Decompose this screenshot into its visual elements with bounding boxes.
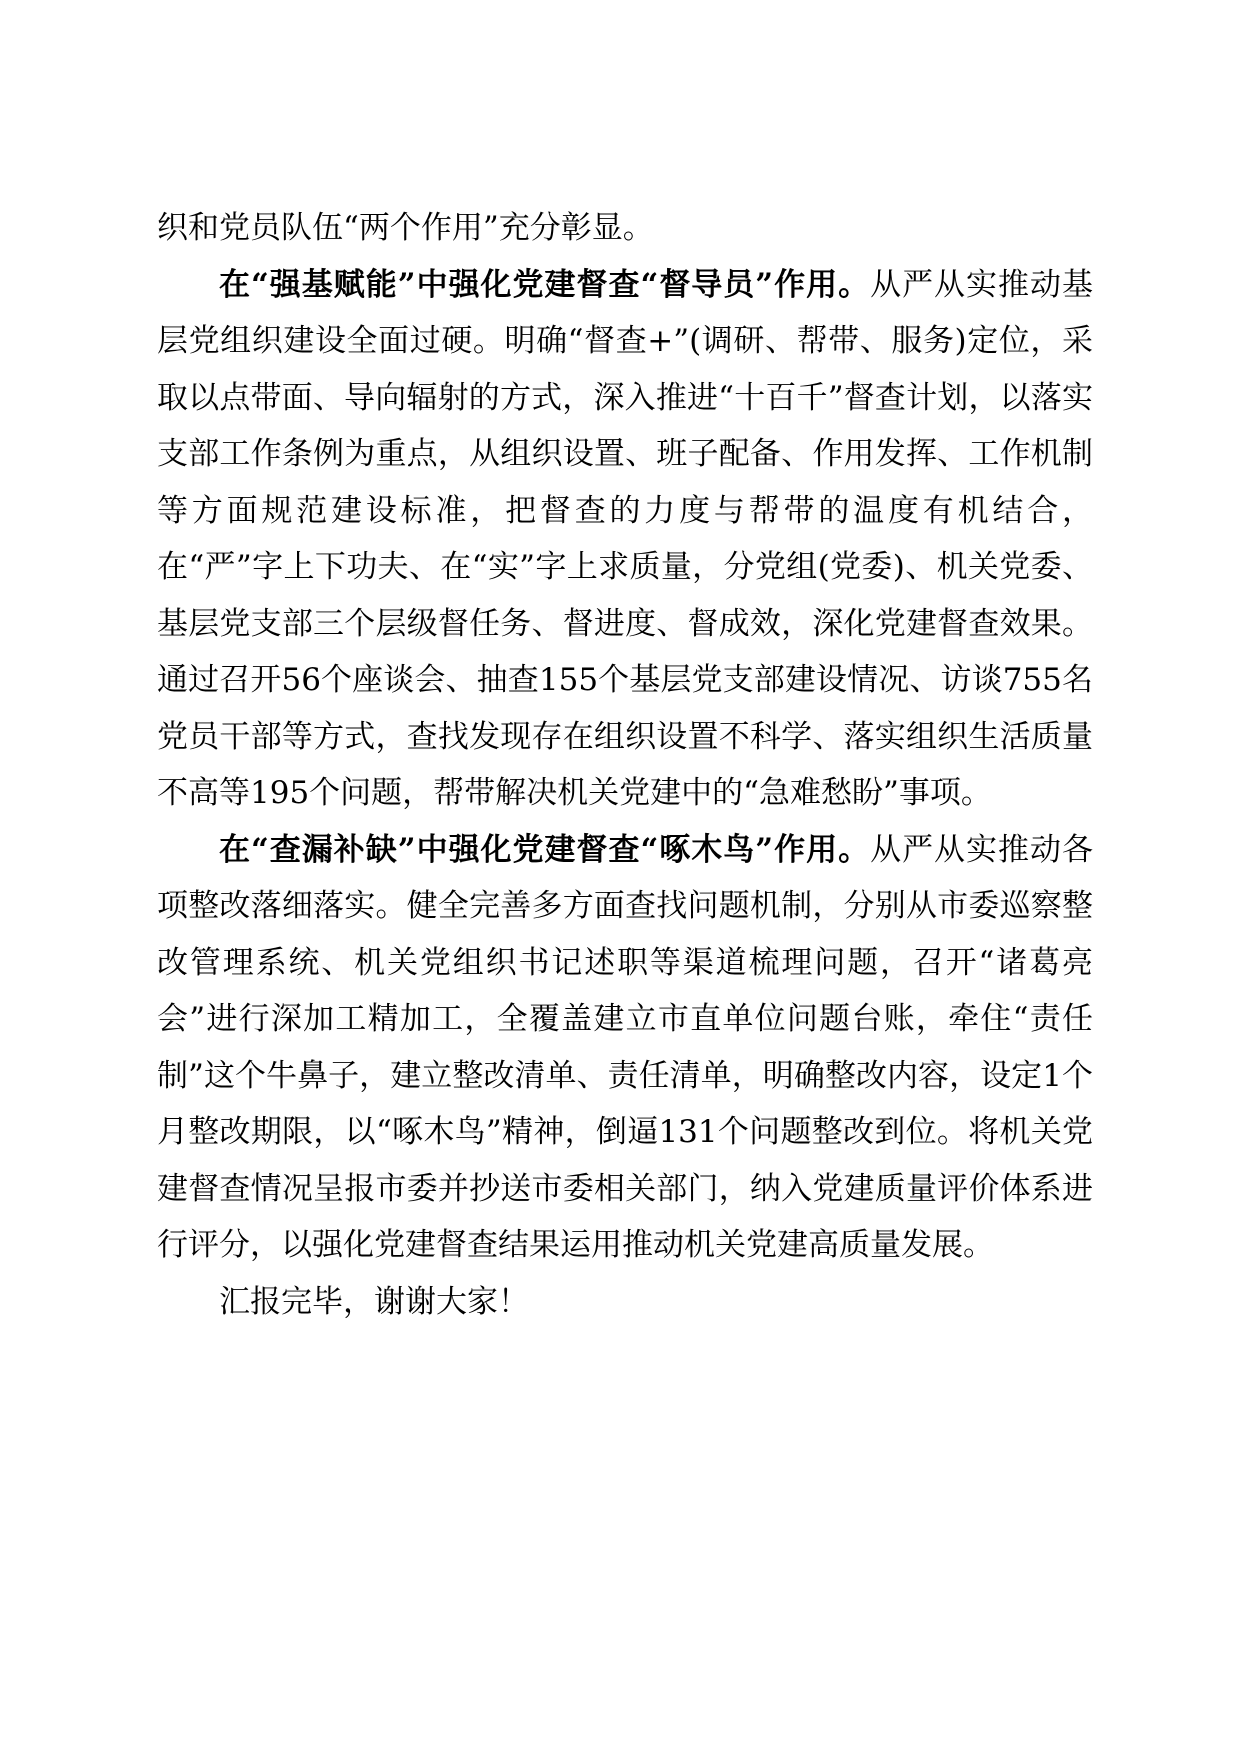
paragraph-closing: 汇报完毕，谢谢大家！ bbox=[219, 1283, 529, 1320]
paragraph-continuation: 织和党员队伍“两个作用”充分彰显。 bbox=[157, 210, 654, 246]
paragraph-heading-woodpecker: 在“查漏补缺”中强化党建督查“啄木鸟”作用。 bbox=[219, 831, 871, 868]
paragraph-text-supervisor: 从严从实推动基层党组织建设全面过硬。明确“督查+”(调研、帮带、服务)定位，采取以点带面、导向辐射的方式，深入推进“十百千”督查计划，以落实支部工作条例为重点，从组织设置、班子配备、作用发挥、工作机制等方面规范建设标准，把督查的力度与帮带的温度有机结合，在“严”字上下功夫、在“实”字上求质量，分党组(党委)、机关党委、基层党支部三个层级督任务、督进度、督成效，深化党建督查效果。通过召开56个座谈会、抽查155个基层党支部建设情况、访谈755名党员干部等方式，查找发现存在组织设置不科学、落实组织生活质量不高等195个问题，帮带解决机关党建中的“急难愁盼”事项。 bbox=[157, 266, 1094, 811]
paragraph-heading-supervisor: 在“强基赋能”中强化党建督查“督导员”作用。 bbox=[219, 266, 871, 303]
paragraph-text-woodpecker: 从严从实推动各项整改落细落实。健全完善多方面查找问题机制，分别从市委巡察整改管理系统、机关党组织书记述职等渠道梳理问题，召开“诸葛亮会”进行深加工精加工，全覆盖建立市直单位问题台账，牵住“责任制”这个牛鼻子，建立整改清单、责任清单，明确整改内容，设定1个月整改期限，以“啄木鸟”精神，倒逼131个问题整改到位。将机关党建督查情况呈报市委并抄送市委相关部门，纳入党建质量评价体系进行评分，以强化党建督查结果运用推动机关党建高质量发展。 bbox=[157, 831, 1094, 1263]
paragraph-woodpecker bbox=[157, 822, 1093, 1274]
document-body bbox=[157, 200, 1093, 1330]
paragraph-supervisor bbox=[157, 257, 1093, 822]
